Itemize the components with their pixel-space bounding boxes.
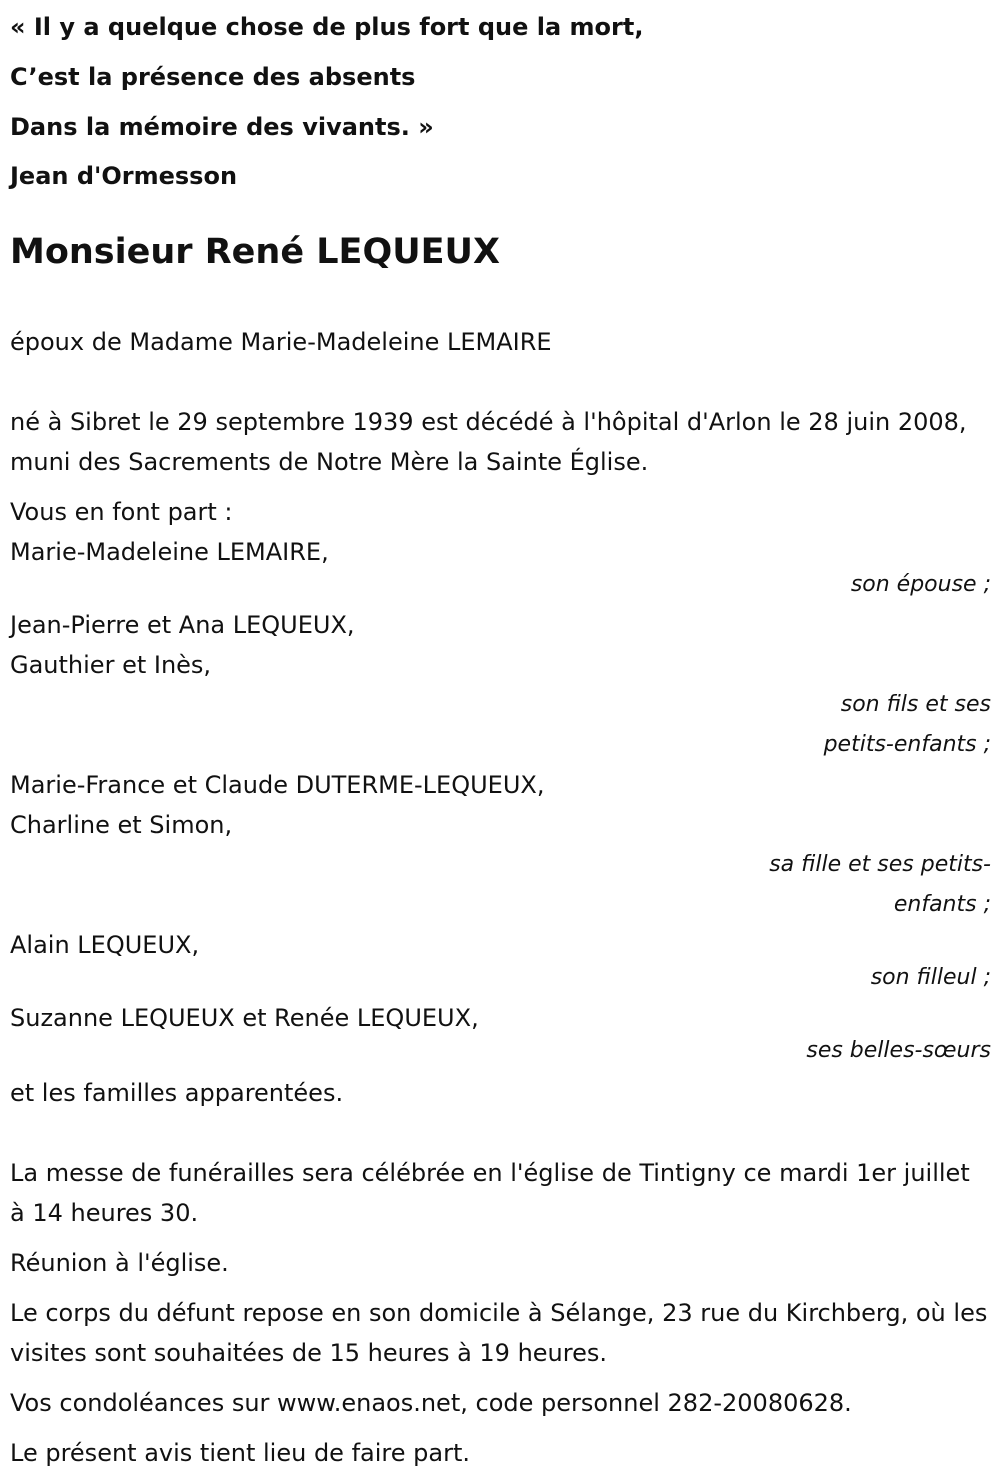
family-group (10, 605, 991, 765)
family-name: Charline et Simon, (10, 811, 233, 839)
quote-line: « Il y a quelque chose de plus fort que la mort, (10, 13, 644, 41)
family-relation: son épouse ; (850, 572, 991, 597)
deceased-name: Monsieur René LEQUEUX (10, 232, 500, 272)
related-families-line: et les familles apparentées. (10, 1079, 344, 1107)
announcement-line: Vous en font part : (10, 498, 233, 526)
family-name: Marie-France et Claude DUTERME-LEQUEUX, (10, 771, 545, 799)
family-name: Marie-Madeleine LEMAIRE, (10, 538, 329, 566)
family-name: Suzanne LEQUEUX et Renée LEQUEUX, (10, 1004, 479, 1032)
family-group (10, 532, 991, 605)
family-relation: son fils et ses petits-enfants ; (823, 692, 991, 757)
spouse-line: époux de Madame Marie-Madeleine LEMAIRE (10, 328, 552, 356)
family-name: Gauthier et Inès, (10, 651, 212, 679)
birth-death-text: né à Sibret le 29 septembre 1939 est décédé à l'hôpital d'Arlon le 28 juin 2008, muni des Sacrements de Notre Mère la Sainte Église. (10, 408, 967, 476)
family-name: Jean-Pierre et Ana LEQUEUX, (10, 611, 355, 639)
condolences-text: Vos condoléances sur www.enaos.net, code personnel 282-20080628. (10, 1389, 852, 1417)
family-relation: son filleul ; (870, 965, 991, 990)
family-group (10, 765, 991, 925)
final-notice-text: Le présent avis tient lieu de faire part. (10, 1439, 470, 1467)
funeral-mass-text: La messe de funérailles sera célébrée en l'église de Tintigny ce mardi 1er juillet à 14 heures 30. (10, 1159, 970, 1227)
quote-block (10, 2, 991, 200)
family-group (10, 925, 991, 998)
quote-author: Jean d'Ormesson (10, 162, 238, 190)
family-name: Alain LEQUEUX, (10, 931, 200, 959)
family-group (10, 998, 991, 1071)
quote-line: Dans la mémoire des vivants. » (10, 113, 434, 141)
obituary-notice (10, 0, 991, 1473)
quote-line: C’est la présence des absents (10, 63, 416, 91)
family-relation: ses belles-sœurs (806, 1038, 991, 1063)
family-relation: sa fille et ses petits-enfants ; (769, 852, 991, 917)
visitation-text: Le corps du défunt repose en son domicile à Sélange, 23 rue du Kirchberg, où les visites sont souhaitées de 15 heures à 19 heures. (10, 1299, 988, 1367)
meeting-text: Réunion à l'église. (10, 1249, 229, 1277)
